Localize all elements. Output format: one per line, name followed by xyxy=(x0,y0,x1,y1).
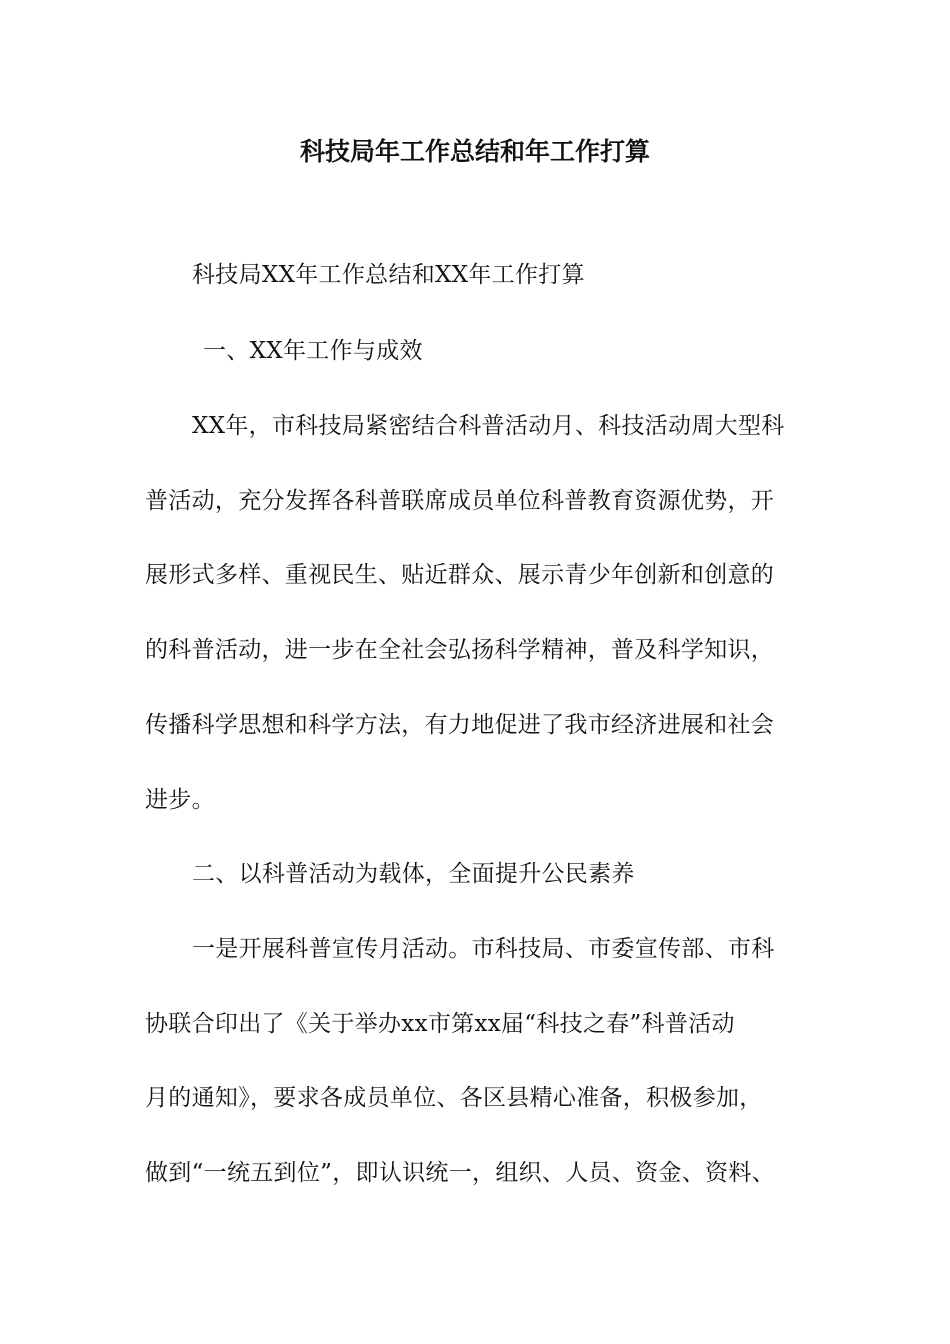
document-title: 科技局年工作总结和年工作打算 xyxy=(299,137,650,166)
paragraph-line: 进步。 xyxy=(145,787,215,813)
paragraph-line: 月的通知》，要求各成员单位、各区县精心准备，积极参加， xyxy=(145,1085,763,1111)
section-heading-1: 一、XX年工作与成效 xyxy=(203,338,423,364)
paragraph-line: 传播科学思想和科学方法，有力地促进了我市经济进展和社会 xyxy=(145,712,775,738)
subtitle-line: 科技局XX年工作总结和XX年工作打算 xyxy=(192,262,585,288)
paragraph-line: 普活动，充分发挥各科普联席成员单位科普教育资源优势，开 xyxy=(145,488,775,514)
paragraph-line: 的科普活动，进一步在全社会弘扬科学精神，普及科学知识， xyxy=(145,637,775,663)
paragraph-line: 展形式多样、重视民生、贴近群众、展示青少年创新和创意的 xyxy=(145,562,775,588)
paragraph-line: 做到“一统五到位”，即认识统一，组织、人员、资金、资料、 xyxy=(145,1160,775,1186)
paragraph-line: XX年，市科技局紧密结合科普活动月、科技活动周大型科 xyxy=(192,413,785,439)
paragraph-line: 一是开展科普宣传月活动。市科技局、市委宣传部、市科 xyxy=(192,936,775,962)
section-heading-2: 二、以科普活动为载体，全面提升公民素养 xyxy=(192,861,635,887)
paragraph-line: 协联合印出了《关于举办xx市第xx届“科技之春”科普活动 xyxy=(145,1011,735,1037)
